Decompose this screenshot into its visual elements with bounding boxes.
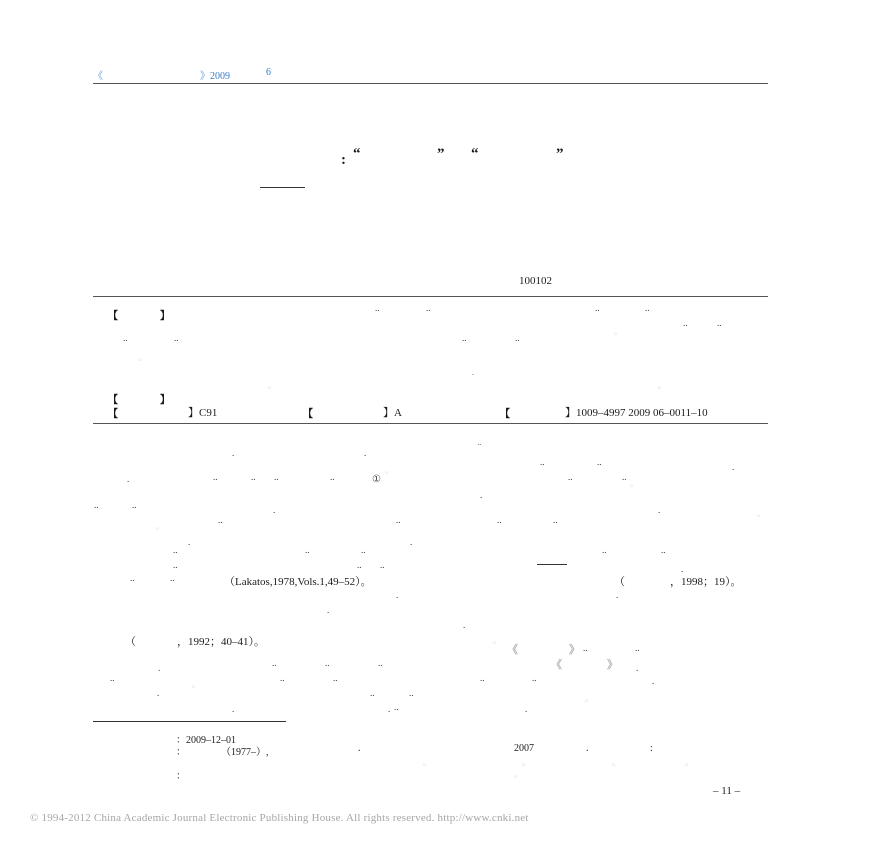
issue-number: 6 [266, 67, 271, 78]
header-rule [93, 83, 768, 84]
book-title-open-2: 《 [551, 659, 562, 671]
quote-mark: .. [683, 318, 688, 328]
quote-mark: .. [645, 303, 650, 313]
book-title-close-1: 》 [569, 644, 580, 656]
quote-mark: .. [462, 333, 467, 343]
quote-mark: .. [426, 303, 431, 313]
keywords-label-open: 【 [108, 395, 118, 406]
citation-1998-open: （ [614, 576, 625, 588]
footnote-ref: ① [372, 474, 381, 485]
title-quote-close-2: ” [556, 146, 565, 162]
doc-code-label-open: 【 [303, 409, 313, 420]
quote-mark: .. [717, 318, 722, 328]
clc-label-open: 【 [108, 409, 118, 420]
title-quote-close-1: ” [437, 146, 446, 162]
page-number: – 11 – [713, 785, 741, 797]
author-birth-year: （1977–）, [221, 747, 269, 758]
title-colon: : [341, 152, 347, 168]
book-title-close-2: 》 [607, 659, 618, 671]
title-quote-open-2: “ [471, 146, 480, 162]
abstract-label-open: 【 [108, 311, 118, 322]
quote-mark: .. [595, 303, 600, 313]
author-postcode: 100102 [519, 275, 552, 287]
citation-1992: ，1992；40–41）。 [177, 636, 265, 648]
title-quote-open-1: “ [353, 146, 362, 162]
quote-mark: .. [123, 333, 128, 343]
article-id-label-open: 【 [500, 409, 510, 420]
copyright-footer: © 1994-2012 China Academic Journal Electronic Publishing House. All rights reserved. http://www.cnki.net [30, 812, 529, 824]
keywords-label-close: 】 [160, 395, 170, 406]
citation-lakatos: （Lakatos,1978,Vols.1,49–52）。 [224, 576, 372, 588]
citation-1998: ，1998；19）。 [670, 576, 742, 588]
citation-1992-open: （ [125, 636, 136, 648]
footnote-rule [93, 721, 286, 722]
abstract-top-rule [93, 296, 768, 297]
journal-name-open: 《 [93, 71, 103, 82]
body-top-rule [93, 423, 768, 424]
book-title-open-1: 《 [507, 644, 518, 656]
fund-info-colon: ： [176, 771, 186, 782]
title-underline [260, 187, 305, 188]
quote-mark: .. [515, 333, 520, 343]
journal-name-close-year: 》2009 [200, 71, 230, 82]
author-info-colon: ： [176, 747, 186, 758]
quote-mark: .. [375, 303, 380, 313]
text-underline [537, 564, 567, 565]
received-date: ：2009–12–01 [176, 735, 236, 746]
author-degree-year: 2007 [514, 743, 534, 754]
doc-code: 】A [383, 407, 402, 419]
clc-code: 】C91 [188, 407, 218, 419]
quote-mark: .. [174, 333, 179, 343]
article-id: 】1009–4997 2009 06–0011–10 [565, 407, 708, 419]
abstract-label-close: 】 [160, 311, 170, 322]
